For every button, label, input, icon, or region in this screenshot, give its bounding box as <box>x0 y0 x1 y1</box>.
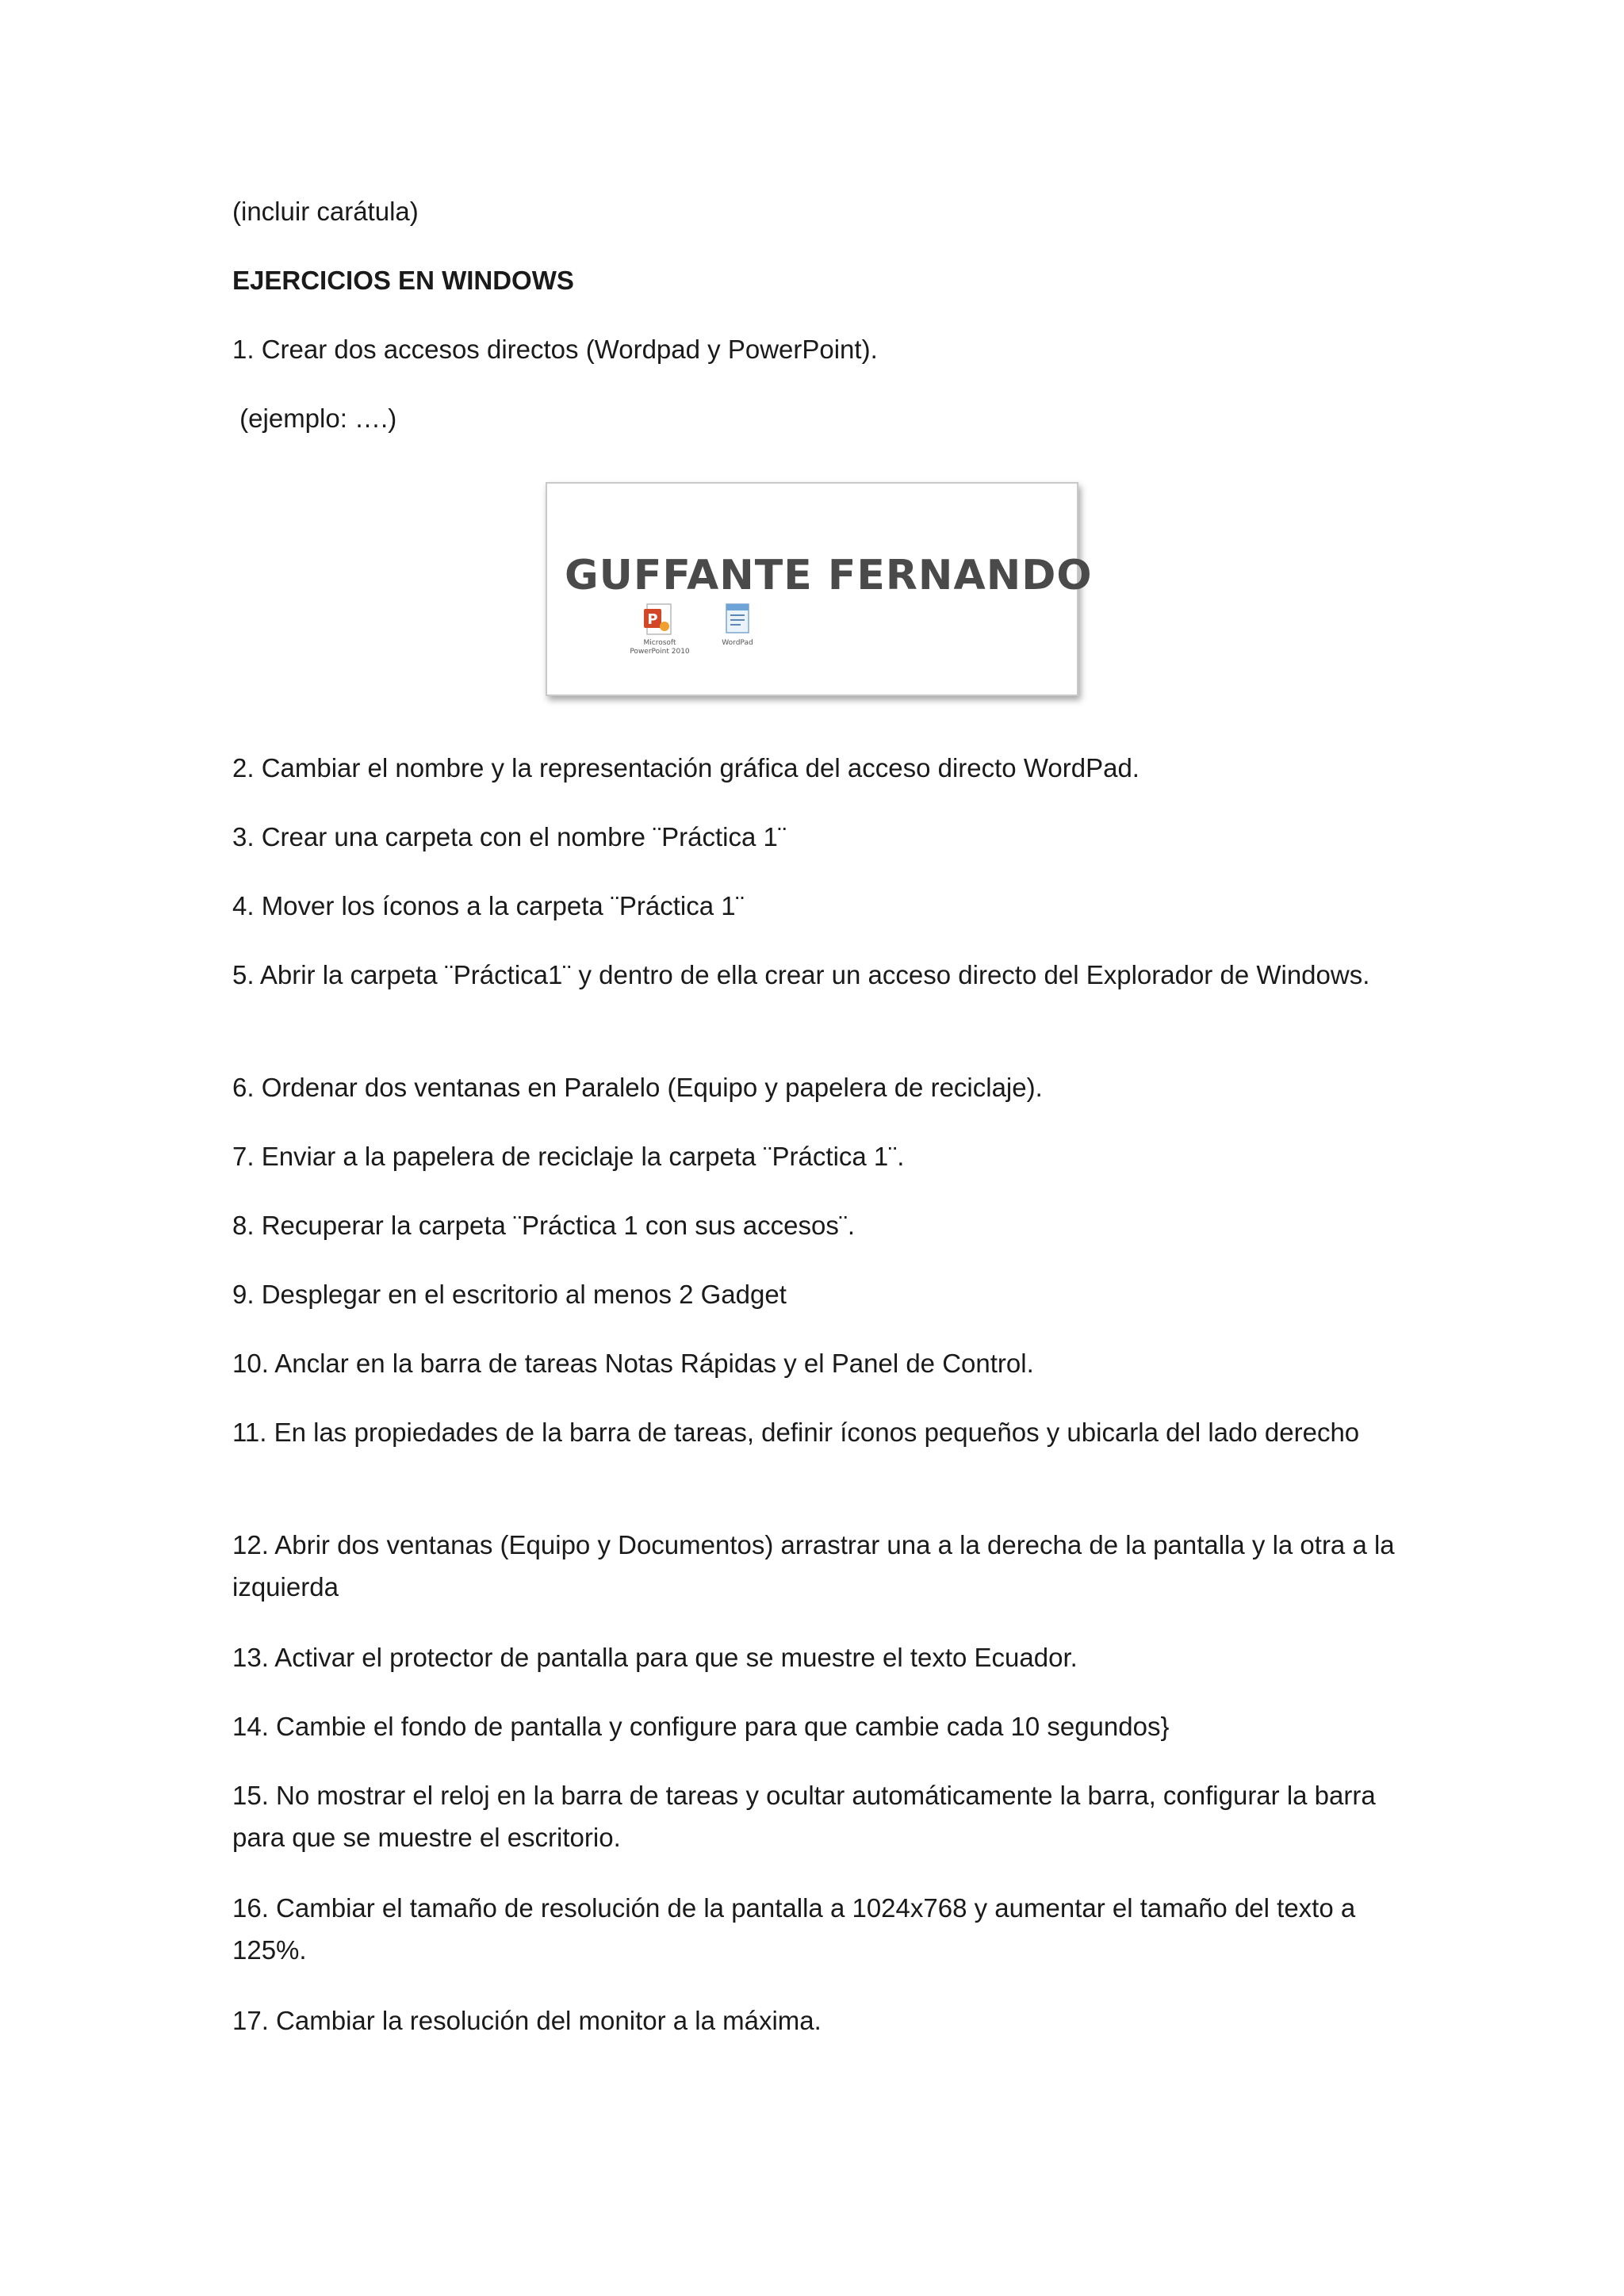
exercise-item-2: 2. Cambiar el nombre y la representación gráfica del acceso directo WordPad. <box>232 753 1139 783</box>
exercise-item-17: 17. Cambiar la resolución del monitor a la máxima. <box>232 2006 822 2035</box>
exercise-item-10: 10. Anclar en la barra de tareas Notas Rápidas y el Panel de Control. <box>232 1349 1034 1378</box>
wordpad-icon-caption: WordPad <box>722 639 753 647</box>
exercise-item-3: 3. Crear una carpeta con el nombre ¨Práctica 1¨ <box>232 822 787 851</box>
example-image <box>546 482 1093 696</box>
example-label: (ejemplo: ….) <box>232 404 397 433</box>
powerpoint-icon-caption: Microsoft PowerPoint 2010 <box>630 639 690 656</box>
example-name-text: GUFFANTE FERNANDO <box>565 552 1093 599</box>
exercise-item-13: 13. Activar el protector de pantalla para que se muestre el texto Ecuador. <box>232 1643 1078 1672</box>
exercise-item-9: 9. Desplegar en el escritorio al menos 2 Gadget <box>232 1280 787 1309</box>
svg-text:P: P <box>647 611 658 628</box>
intro-text: (incluir carátula) <box>232 197 419 226</box>
exercise-item-6: 6. Ordenar dos ventanas en Paralelo (Equipo y papelera de reciclaje). <box>232 1073 1043 1102</box>
page-heading: EJERCICIOS EN WINDOWS <box>232 266 574 295</box>
exercise-item-16: 16. Cambiar el tamaño de resolución de la pantalla a 1024x768 y aumentar el tamaño del texto a 125%. <box>232 1893 1356 1965</box>
exercise-item-7: 7. Enviar a la papelera de reciclaje la carpeta ¨Práctica 1¨. <box>232 1142 905 1171</box>
powerpoint-icon <box>642 603 674 637</box>
wordpad-icon <box>723 603 752 636</box>
exercise-item-8: 8. Recuperar la carpeta ¨Práctica 1 con sus accesos¨. <box>232 1211 856 1240</box>
exercise-item-11: 11. En las propiedades de la barra de tareas, definir íconos pequeños y ubicarla del lado derecho <box>232 1418 1360 1447</box>
exercise-item-4: 4. Mover los íconos a la carpeta ¨Práctica 1¨ <box>232 891 745 920</box>
exercise-item-1: 1. Crear dos accesos directos (Wordpad y PowerPoint). <box>232 335 878 364</box>
exercise-item-12: 12. Abrir dos ventanas (Equipo y Documentos) arrastrar una a la derecha de la pantalla y la otra a la izquierda <box>232 1530 1395 1601</box>
exercise-item-5: 5. Abrir la carpeta ¨Práctica1¨ y dentro de ella crear un acceso directo del Explorador de Windows. <box>232 960 1370 989</box>
exercise-item-14: 14. Cambie el fondo de pantalla y configure para que cambie cada 10 segundos} <box>232 1712 1170 1741</box>
exercise-item-15: 15. No mostrar el reloj en la barra de tareas y ocultar automáticamente la barra, configurar la barra para que se muestre el escritorio. <box>232 1781 1376 1852</box>
